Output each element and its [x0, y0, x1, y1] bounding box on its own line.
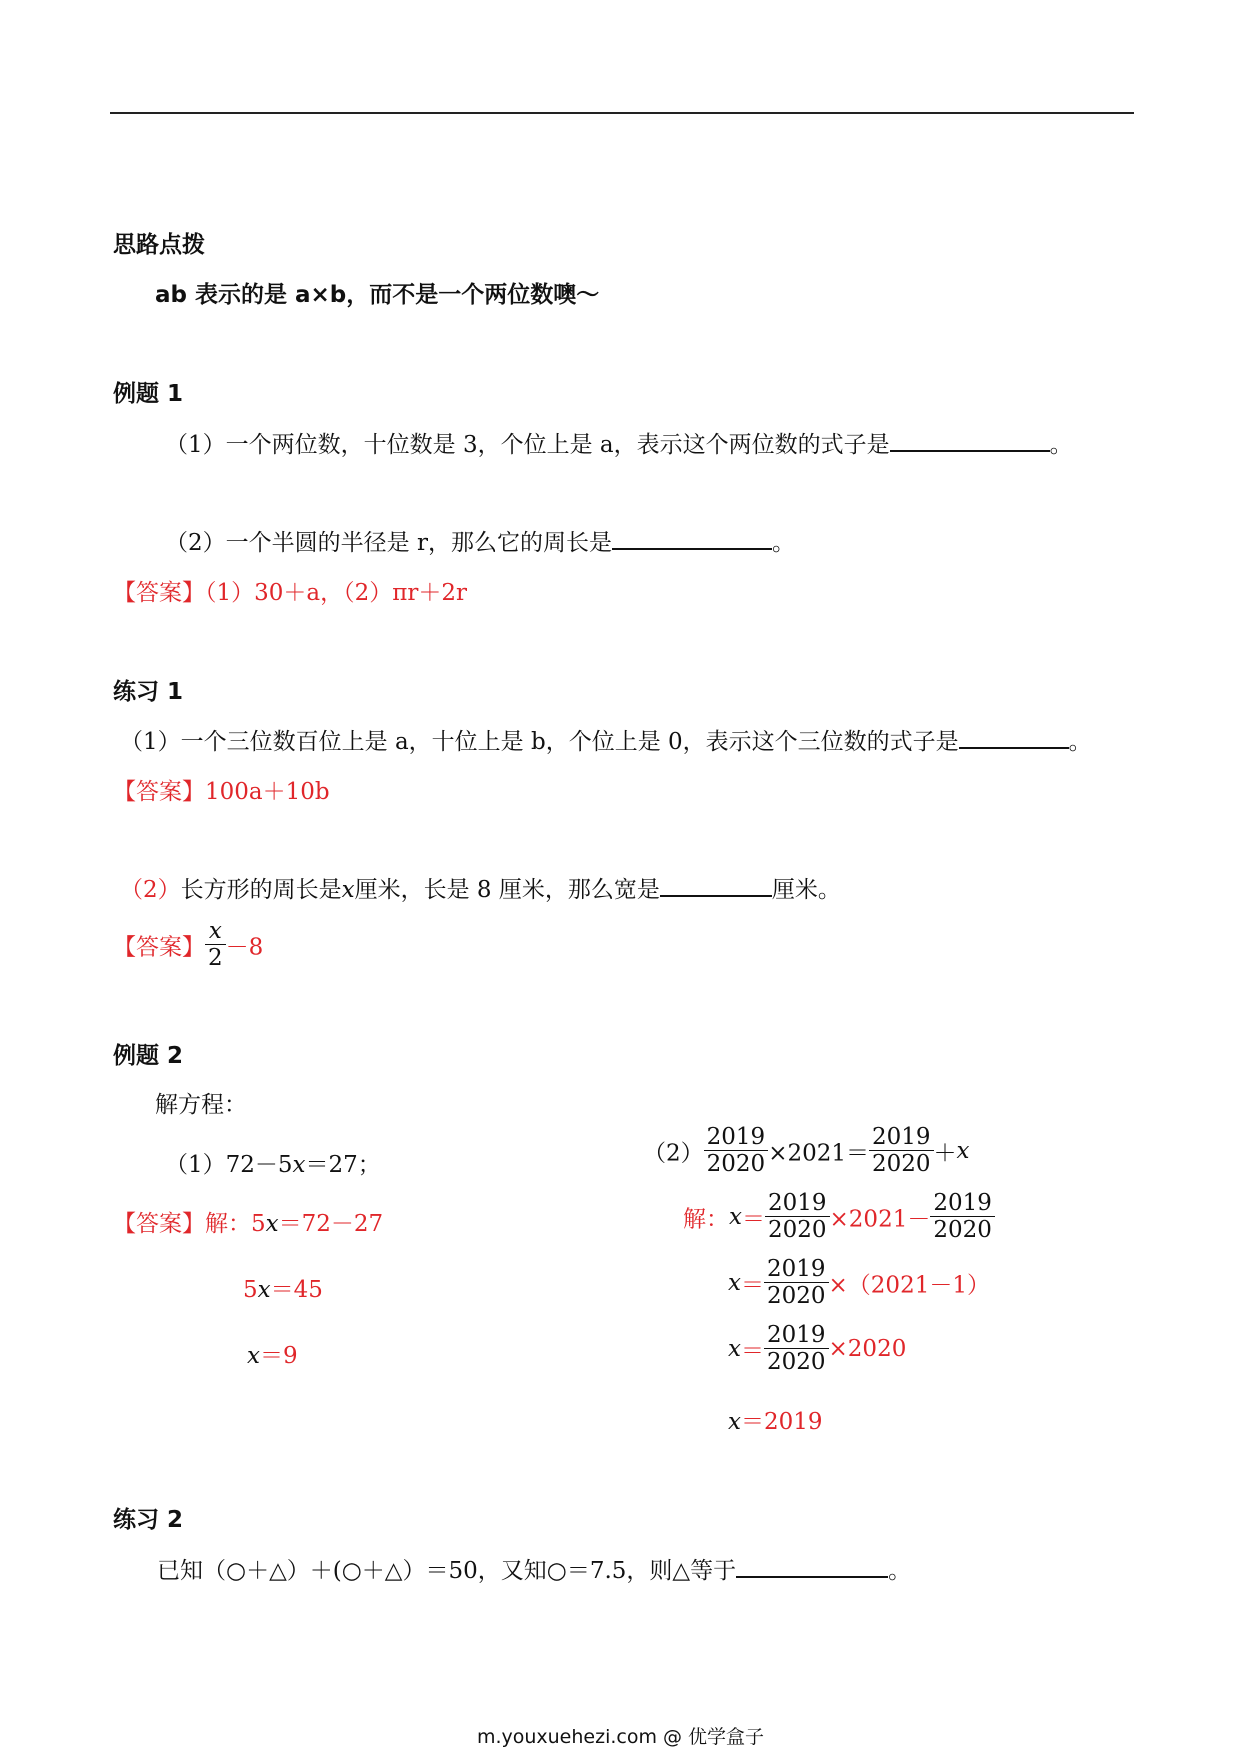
- fraction-denominator: 2: [208, 945, 223, 972]
- example2-q2: [643, 1124, 970, 1178]
- variable-x: x: [265, 1211, 279, 1237]
- header-rule: [110, 112, 1134, 114]
- variable-x: x: [728, 1409, 741, 1435]
- practice1-q2-text-a: 长方形的周长是: [180, 877, 342, 903]
- answer-blank: [736, 1558, 888, 1578]
- example1-answer: [113, 574, 467, 607]
- practice1-q2-end: 厘米。: [771, 877, 841, 903]
- practice2-q-text: 已知（○＋△）＋(○＋△）＝50，又知○＝7.5，则△等于: [157, 1558, 737, 1584]
- equals-sign: ＝: [741, 1206, 765, 1233]
- practice1-answer1: [113, 773, 330, 806]
- answer-blank: [959, 729, 1069, 749]
- fraction-numerator: 2019: [704, 1124, 769, 1151]
- variable-x: x: [341, 877, 355, 903]
- example2-answer2-line2: [728, 1256, 990, 1310]
- fraction-numerator: 2019: [930, 1190, 995, 1217]
- variable-x: x: [728, 1269, 741, 1296]
- example1-q1: [165, 426, 1073, 459]
- practice1-answer2: [113, 918, 263, 972]
- answer-blank: [890, 432, 1050, 452]
- example1-title: 例题 1: [113, 381, 184, 407]
- example2-ans2-l4-tail: ＝2019: [740, 1409, 823, 1435]
- variable-x: x: [257, 1277, 271, 1303]
- example2-q2-label: （2）: [643, 1140, 704, 1167]
- fraction: [869, 1124, 934, 1178]
- fraction-denominator: 2020: [766, 1349, 826, 1376]
- example2-answer1-line3: [247, 1337, 298, 1370]
- fraction: [765, 1190, 830, 1244]
- practice1-q1: [120, 723, 1092, 756]
- example2-intro: 解方程：: [155, 1092, 247, 1118]
- example1-q2-text: （2）一个半圆的半径是 r，那么它的周长是: [165, 530, 612, 556]
- fraction-numerator: 2019: [765, 1190, 830, 1217]
- variable-x: x: [292, 1152, 306, 1178]
- answer-blank: [660, 877, 772, 897]
- footer-watermark: m.youxuehezi.com @ 优学盒子: [476, 1726, 765, 1748]
- example2-answer1-line1: [113, 1205, 383, 1238]
- fraction: [205, 918, 226, 972]
- practice1-q1-end: 。: [1068, 729, 1092, 755]
- example2-answer2-line3: [728, 1322, 906, 1376]
- example2-ans1-b: ＝72－27: [278, 1211, 384, 1237]
- fraction-numerator: 2019: [764, 1256, 829, 1283]
- fraction-denominator: 2020: [766, 1283, 826, 1310]
- practice1-q2: [120, 871, 841, 904]
- example2-q2-mid: ×2021＝: [768, 1140, 869, 1167]
- answer-tag: 【答案】: [113, 779, 205, 805]
- answer-tag: 【答案】: [113, 580, 205, 606]
- example2-answer2-line4: [728, 1403, 823, 1436]
- practice2-q-end: 。: [888, 1558, 912, 1584]
- equals-sign: ＝: [740, 1338, 764, 1365]
- example2-title: 例题 2: [113, 1043, 184, 1069]
- hint-text: ab 表示的是 a×b，而不是一个两位数噢～: [155, 282, 600, 308]
- fraction: [930, 1190, 995, 1244]
- practice1-q2-label: （2）: [120, 877, 181, 903]
- example2-answer1-line2: [243, 1271, 323, 1304]
- fraction-denominator: 2020: [872, 1151, 931, 1178]
- practice1-answer2-tail: －8: [225, 934, 264, 961]
- fraction: [704, 1124, 769, 1178]
- variable-x: x: [728, 1335, 741, 1362]
- example2-q1-a: （1）72－5: [165, 1152, 293, 1178]
- fraction-numerator: 2019: [869, 1124, 934, 1151]
- example1-q1-text: （1）一个两位数，十位数是 3，个位上是 a，表示这个两位数的式子是: [165, 432, 890, 458]
- example2-ans1-a: 解：5: [205, 1211, 266, 1237]
- practice1-q1-text: （1）一个三位数百位上是 a，十位上是 b，个位上是 0，表示这个三位数的式子是: [120, 729, 959, 755]
- fraction: [764, 1322, 829, 1376]
- example2-ans1-step2-a: 5: [243, 1277, 258, 1303]
- fraction-numerator: x: [205, 918, 226, 945]
- example2-ans2-l3-tail: ×2020: [828, 1335, 907, 1362]
- practice1-title: 练习 1: [113, 679, 184, 705]
- example1-answer-text: （1）30＋a，（2）πr＋2r: [205, 580, 467, 606]
- practice1-answer1-text: 100a＋10b: [205, 779, 330, 805]
- answer-tag: 【答案】: [113, 1211, 205, 1237]
- example2-ans1-step3-b: ＝9: [259, 1343, 298, 1369]
- variable-x: x: [956, 1137, 970, 1164]
- example2-ans1-step2-b: ＝45: [270, 1277, 323, 1303]
- answer-tag: 【答案】: [113, 934, 205, 961]
- fraction-numerator: 2019: [764, 1322, 829, 1349]
- fraction-denominator: 2020: [767, 1217, 827, 1244]
- plus-sign: ＋: [933, 1140, 957, 1167]
- answer-blank: [612, 530, 772, 550]
- example2-ans2-l2-tail: ×（2021－1）: [828, 1272, 990, 1299]
- practice1-q2-text-b: 厘米，长是 8 厘米，那么宽是: [354, 877, 660, 903]
- example2-q1-b: ＝27；: [305, 1152, 381, 1178]
- example2-answer2-line1: [683, 1190, 995, 1244]
- variable-x: x: [729, 1203, 742, 1230]
- hint-title: 思路点拨: [113, 232, 205, 258]
- example1-q2-end: 。: [771, 530, 795, 556]
- example2-ans2-l1-mid: ×2021－: [829, 1206, 931, 1233]
- equals-sign: ＝: [740, 1272, 764, 1299]
- practice2-title: 练习 2: [113, 1507, 184, 1533]
- example2-ans2-lead: 解：: [683, 1206, 729, 1233]
- fraction: [764, 1256, 829, 1310]
- variable-x: x: [247, 1343, 260, 1369]
- fraction-denominator: 2020: [933, 1217, 992, 1244]
- example1-q1-end: 。: [1049, 432, 1073, 458]
- example1-q2: [165, 524, 795, 557]
- fraction-denominator: 2020: [706, 1151, 766, 1178]
- practice2-q: [157, 1552, 911, 1585]
- example2-q1: [165, 1146, 381, 1179]
